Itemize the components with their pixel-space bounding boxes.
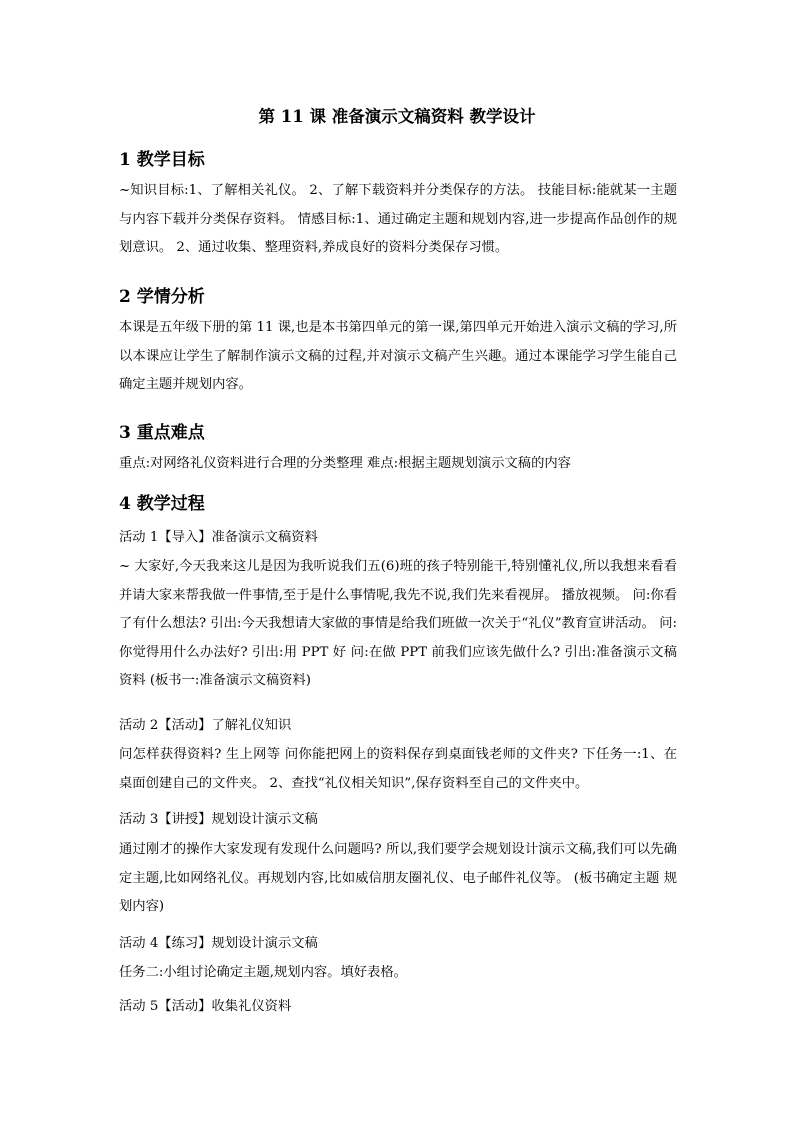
activity-label: 活动 5【活动】收集礼仪资料: [119, 999, 292, 1014]
section-paragraph-objectives: ~知识目标:1、了解相关礼仪。 2、了解下载资料并分类保存的方法。 技能目标:能就某一主题与内容下载并分类保存资料。 情感目标:1、通过确定主题和规划内容,进一步提高作品创作的规划意识。 2、通过收集、整理资料,养成良好的资料分类保存习惯。: [119, 183, 677, 255]
activity-text: ~ 大家好,今天我来这儿是因为我听说我们五(6)班的孩子特别能干,特别懂礼仪,所以我想来看看并请大家来帮我做一件事情,至于是什么事情呢,我先不说,我们先来看视屏。 播放视频。 问:你看了有什么想法? 引出:今天我想请大家做的事情是给我们班做一次关于“礼仪”教育宣讲活动。 问:你觉得用什么办法好? 引出:用 PPT 好 问:在做 PPT 前我们应该先做什么? 引出:准备演示文稿资料 (板书一:准备演示文稿资料): [119, 559, 677, 688]
activity-text: 通过刚才的操作大家发现有发现什么问题吗? 所以,我们要学会规划设计演示文稿,我们可以先确定主题,比如网络礼仪。再规划内容,比如威信朋友圈礼仪、电子邮件礼仪等。 (板书确定主题 规划内容): [119, 842, 677, 914]
activity-text: 问怎样获得资料? 生上网等 问你能把网上的资料保存到桌面钱老师的文件夹? 下任务一:1、在桌面创建自己的文件夹。 2、查找“礼仪相关知识”,保存资料至自己的文件夹中。: [119, 747, 677, 791]
section-paragraph-key-points: 重点:对网络礼仪资料进行合理的分类整理 难点:根据主题规划演示文稿的内容: [119, 456, 571, 471]
activity-label: 活动 4【练习】规划设计演示文稿: [119, 936, 318, 951]
activity-label: 活动 2【活动】了解礼仪知识: [119, 718, 292, 733]
activity-text: 任务二:小组讨论确定主题,规划内容。填好表格。: [119, 965, 407, 980]
section-heading-analysis: 2 学情分析: [119, 287, 205, 307]
section-heading-process: 4 教学过程: [119, 494, 205, 514]
activity-label: 活动 1【导入】准备演示文稿资料: [119, 530, 318, 545]
document-title: 第 11 课 准备演示文稿资料 教学设计: [258, 107, 536, 126]
activity-label: 活动 3【讲授】规划设计演示文稿: [119, 812, 318, 827]
section-heading-key-points: 3 重点难点: [119, 423, 205, 443]
section-paragraph-analysis: 本课是五年级下册的第 11 课,也是本书第四单元的第一课,第四单元开始进入演示文稿的学习,所以本课应让学生了解制作演示文稿的过程,并对演示文稿产生兴趣。通过本课能学习学生能自己确定主题并规划内容。: [119, 320, 677, 392]
section-heading-objectives: 1 教学目标: [119, 150, 205, 170]
